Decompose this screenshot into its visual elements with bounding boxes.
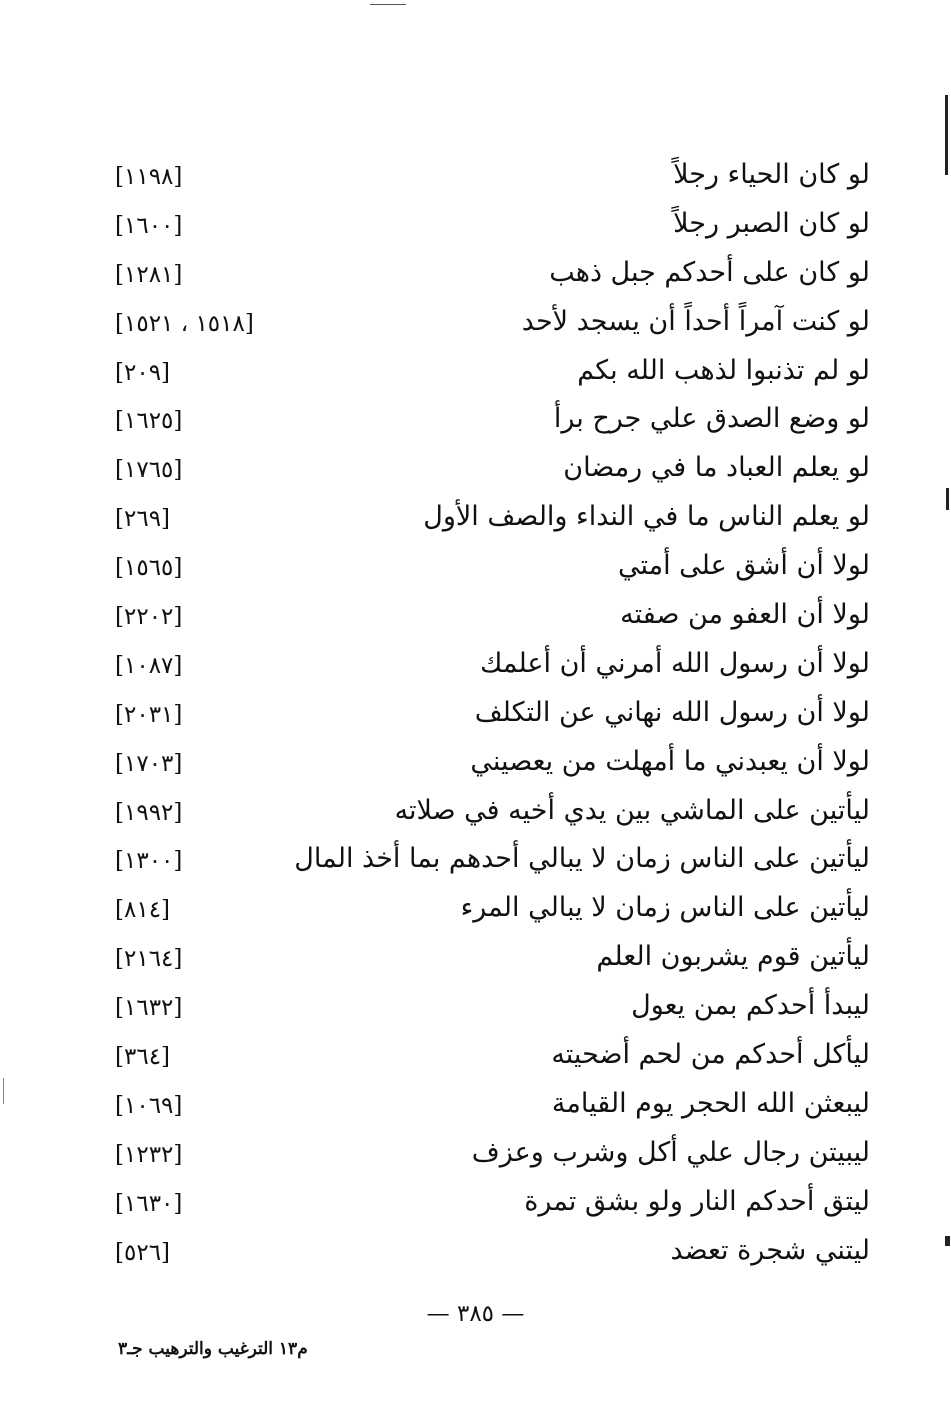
hadith-ref: [٨١٤] <box>115 897 171 924</box>
hadith-text: ليتني شجرة تعضد <box>670 1234 870 1266</box>
hadith-text: لو يعلم العباد ما في رمضان <box>563 452 870 484</box>
index-entry <box>100 153 870 202</box>
hadith-text: لولا أن رسول الله أمرني أن أعلمك <box>480 647 870 679</box>
index-entry <box>100 397 870 446</box>
hadith-text: ليأكل أحدكم من لحم أضحيته <box>551 1039 870 1071</box>
hadith-ref: [١٦٠٠] <box>115 212 183 239</box>
hadith-ref: [١٩٩٢] <box>115 799 183 826</box>
hadith-ref: [١٧٠٣] <box>115 750 183 777</box>
hadith-text: لو كان الحياء رجلاً <box>673 159 870 190</box>
hadith-ref: [١١٩٨] <box>115 164 183 190</box>
hadith-ref: [٥٢٦] <box>115 1239 171 1266</box>
edge-mark-middle <box>946 488 949 510</box>
hadith-ref: [١٢٣٢] <box>115 1141 183 1168</box>
index-entry <box>100 1033 870 1082</box>
hadith-ref: [١٠٦٩] <box>115 1092 183 1119</box>
hadith-text: ليأتين على الناس زمان لا يبالي المرء <box>460 892 870 924</box>
hadith-ref: [١٥٦٥] <box>115 555 183 582</box>
hadith-text: لولا أن رسول الله نهاني عن التكلف <box>474 696 870 728</box>
hadith-ref: [٣٦٤] <box>115 1044 171 1071</box>
index-entry <box>100 740 870 789</box>
index-entry <box>100 642 870 691</box>
hadith-ref: [١٥١٨ ، ١٥٢١] <box>115 310 254 337</box>
top-rule <box>370 4 406 5</box>
hadith-text: لولا أن يعبدني ما أمهلت من يعصيني <box>470 745 870 777</box>
hadith-text: لو كان الصبر رجلاً <box>673 207 870 239</box>
hadith-text: ليأتين قوم يشربون العلم <box>596 941 870 973</box>
index-entry <box>100 495 870 544</box>
hadith-ref: [١٦٣٠] <box>115 1190 183 1217</box>
index-entry <box>100 1082 870 1131</box>
hadith-text: لو كنت آمراً أحداً أن يسجد لأحد <box>521 305 870 337</box>
hadith-ref: [٢٢٠٢] <box>115 604 183 631</box>
index-entry <box>100 1131 870 1180</box>
page-number: — ٣٨٥ — <box>426 1301 525 1327</box>
hadith-text: ليبدأ أحدكم بمن يعول <box>631 990 870 1022</box>
hadith-text: لولا أن العفو من صفته <box>620 599 870 631</box>
index-entry <box>100 593 870 642</box>
hadith-ref: [٢٦٩] <box>115 506 171 533</box>
footer-signature: م١٣ الترغيب والترهيب جـ٣ <box>118 1339 308 1359</box>
edge-mark-top <box>945 95 948 175</box>
hadith-text: ليتق أحدكم النار ولو بشق تمرة <box>524 1185 870 1217</box>
hadith-ref: [٢٠٣١] <box>115 701 183 728</box>
hadith-text: لو كان على أحدكم جبل ذهب <box>549 256 870 288</box>
index-entry <box>100 544 870 593</box>
index-entry <box>100 300 870 349</box>
hadith-text: ليأتين على الناس زمان لا يبالي أحدهم بما أخذ المال <box>294 843 870 875</box>
hadith-ref: [١٣٠٠] <box>115 848 183 875</box>
hadith-text: لو يعلم الناس ما في النداء والصف الأول <box>423 501 870 533</box>
index-entry <box>100 789 870 838</box>
hadith-text: لولا أن أشق على أمتي <box>617 550 870 582</box>
hadith-text: ليبيتن رجال علي أكل وشرب وعزف <box>471 1136 870 1168</box>
hadith-ref: [٢١٦٤] <box>115 946 183 973</box>
index-entry <box>100 202 870 251</box>
index-entry <box>100 837 870 886</box>
hadith-ref: [١٦٢٥] <box>115 408 183 435</box>
index-entry <box>100 1180 870 1229</box>
hadith-ref: [١٠٨٧] <box>115 652 183 679</box>
hadith-ref: [١٧٦٥] <box>115 457 183 484</box>
hadith-ref: [١٦٣٢] <box>115 995 183 1022</box>
hadith-ref: [١٢٨١] <box>115 261 183 288</box>
hadith-text: ليبعثن الله الحجر يوم القيامة <box>551 1087 870 1119</box>
edge-mark-left <box>3 1078 4 1104</box>
hadith-text: ليأتين على الماشي بين يدي أخيه في صلاته <box>394 794 870 826</box>
hadith-text: لو لم تذنبوا لذهب الله بكم <box>577 354 870 386</box>
index-entry <box>100 691 870 740</box>
index-entry <box>100 446 870 495</box>
hadith-ref: [٢٠٩] <box>115 359 171 386</box>
hadith-text: لو وضع الصدق علي جرح برأ <box>553 403 870 435</box>
index-entry <box>100 935 870 984</box>
index-entry <box>100 984 870 1033</box>
index-entry <box>100 251 870 300</box>
edge-mark-bottom <box>945 1236 950 1246</box>
index-entry <box>100 1229 870 1278</box>
index-list <box>100 153 870 1277</box>
index-entry <box>100 349 870 398</box>
index-entry <box>100 886 870 935</box>
